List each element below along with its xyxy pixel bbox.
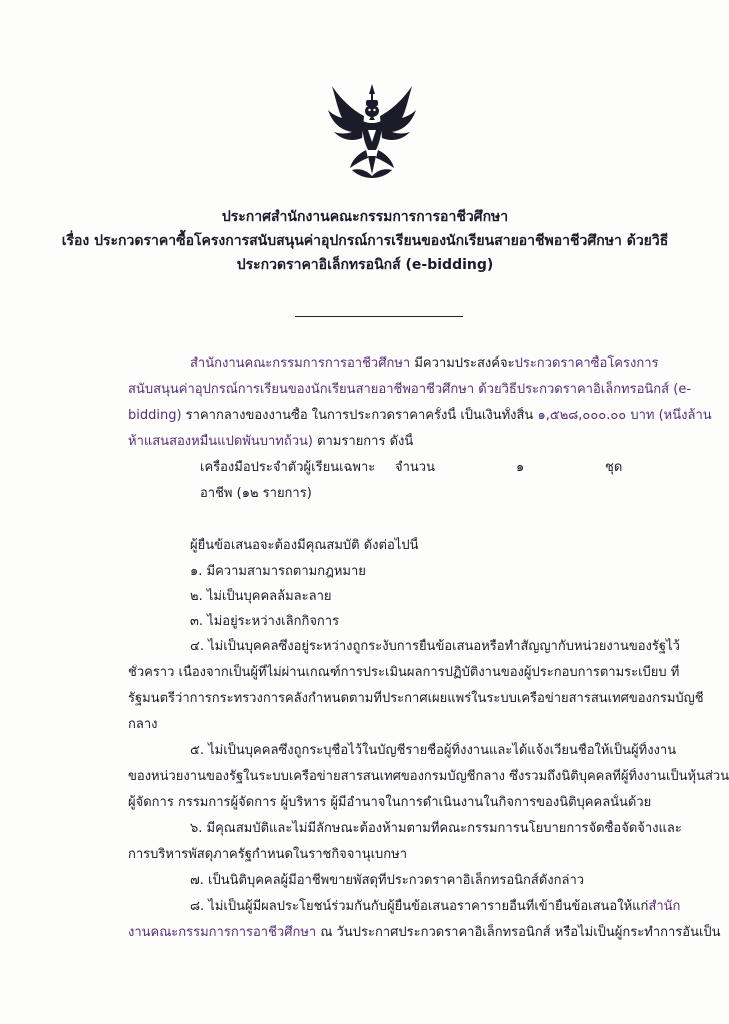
intro-project: ประกวดราคาซื้อโครงการ	[514, 356, 659, 371]
subject-line	[60, 231, 670, 251]
qualification-2: ๒. ไม่เป็นบุคคลล้มละลาย	[190, 589, 332, 604]
subject-label: เรื่อง	[61, 233, 90, 249]
qualification-8-line-2	[128, 924, 721, 942]
qualification-4-line-1: ๔. ไม่เป็นบุคคลซึ่งอยู่ระหว่างถูกระงับการยื่นข้อเสนอหรือทำสัญญากับหน่วยงานของรัฐไว้	[190, 639, 680, 654]
qualification-8-text: ๘. ไม่เป็นผู้มีผลประโยชน์ร่วมกันกับผู้ยื่นข้อเสนอราคารายอื่นที่เข้ายื่นข้อเสนอให้แก่	[190, 899, 649, 914]
announcement-title: ประกาศสำนักงานคณะกรรมการการอาชีวศึกษา	[221, 209, 509, 225]
item-qty-label: จำนวน	[395, 460, 435, 475]
qualification-8-text-cont: ณ วันประกาศประกวดราคาอิเล็กทรอนิกส์ หรือไม่เป็นผู้กระทำการอันเป็น	[316, 925, 721, 940]
qualification-5-line-1: ๕. ไม่เป็นบุคคลซึ่งถูกระบุชื่อไว้ในบัญชีรายชื่อผู้ทิ้งงานและได้แจ้งเวียนชื่อให้เป็นผู้ทิ้งงาน	[190, 743, 677, 758]
intro-line-3	[128, 407, 712, 425]
title-divider	[295, 316, 463, 317]
intro-line-2: สนับสนุนค่าอุปกรณ์การเรียนของนักเรียนสายอาชีพอาชีวศึกษา ด้วยวิธีประกวดราคาอิเล็กทรอนิกส์ (e-	[128, 382, 692, 397]
intro-amount-words: ห้าแสนสองหมื่นแปดพันบาทถ้วน)	[128, 434, 313, 449]
intro-price-text: ราคากลางของงานซื้อ ในการประกวดราคาครั้งนี้ เป็นเงินทั้งสิ้น	[181, 408, 538, 423]
intro-bidding: bidding)	[128, 408, 182, 423]
intro-intent: มีความประสงค์จะ	[410, 356, 515, 371]
subject-line-cont: ประกวดราคาอิเล็กทรอนิกส์ (e-bidding)	[236, 257, 494, 273]
item-name: เครื่องมือประจำตัวผู้เรียนเฉพาะ	[200, 460, 376, 475]
qualification-5-line-2: ของหน่วยงานของรัฐในระบบเครือข่ายสารสนเทศของกรมบัญชีกลาง ซึ่งรวมถึงนิติบุคคลที่ผู้ทิ้งงานเป็นหุ้นส่วน	[128, 769, 729, 784]
qualification-4-line-2: ชั่วคราว เนื่องจากเป็นผู้ที่ไม่ผ่านเกณฑ์การประเมินผลการปฏิบัติงานของผู้ประกอบการตามระเบียบ ที่	[128, 665, 680, 680]
intro-amount: ๑,๕๒๘,๐๐๐.๐๐ บาท (หนึ่งล้าน	[537, 408, 712, 423]
intro-agency: สำนักงานคณะกรรมการการอาชีวศึกษา	[190, 356, 411, 371]
intro-list-text: ตามรายการ ดังนี้	[312, 434, 414, 449]
qualification-8-agency: งานคณะกรรมการการอาชีวศึกษา	[128, 925, 317, 940]
qualification-8-agency-start: สำนัก	[648, 899, 681, 914]
qualification-5-line-3: ผู้จัดการ กรรมการผู้จัดการ ผู้บริหาร ผู้มีอำนาจในการดำเนินงานในกิจการของนิติบุคคลนั้นด้วย	[128, 795, 652, 810]
qualification-4-line-3: รัฐมนตรีว่าการกระทรวงการคลังกำหนดตามที่ประกาศเผยแพร่ในระบบเครือข่ายสารสนเทศของกรมบัญชี	[128, 691, 704, 706]
qualifications-heading: ผู้ยื่นข้อเสนอจะต้องมีคุณสมบัติ ดังต่อไปนี้	[190, 538, 419, 553]
item-unit: ชุด	[605, 460, 623, 475]
garuda-emblem-icon	[322, 80, 422, 180]
qualification-4-line-4: กลาง	[128, 717, 158, 732]
qualification-8-line-1	[190, 898, 680, 916]
item-name-cont: อาชีพ (๑๒ รายการ)	[200, 486, 312, 501]
qualification-1: ๑. มีความสามารถตามกฎหมาย	[190, 564, 366, 579]
qualification-6-line-2: การบริหารพัสดุภาครัฐกำหนดในราชกิจจานุเบกษา	[128, 847, 408, 862]
intro-line-1	[190, 355, 658, 373]
item-qty-value: ๑	[516, 460, 525, 475]
subject-text: ประกวดราคาซื้อโครงการสนับสนุนค่าอุปกรณ์การเรียนของนักเรียนสายอาชีพอาชีวศึกษา ด้วยวิธี	[94, 233, 669, 249]
qualification-3: ๓. ไม่อยู่ระหว่างเลิกกิจการ	[190, 614, 340, 629]
qualification-6-line-1: ๖. มีคุณสมบัติและไม่มีลักษณะต้องห้ามตามที่คณะกรรมการนโยบายการจัดซื้อจัดจ้างและ	[190, 821, 682, 836]
intro-line-4	[128, 433, 413, 451]
qualification-7: ๗. เป็นนิติบุคคลผู้มีอาชีพขายพัสดุที่ประกวดราคาอิเล็กทรอนิกส์ดังกล่าว	[190, 873, 585, 888]
